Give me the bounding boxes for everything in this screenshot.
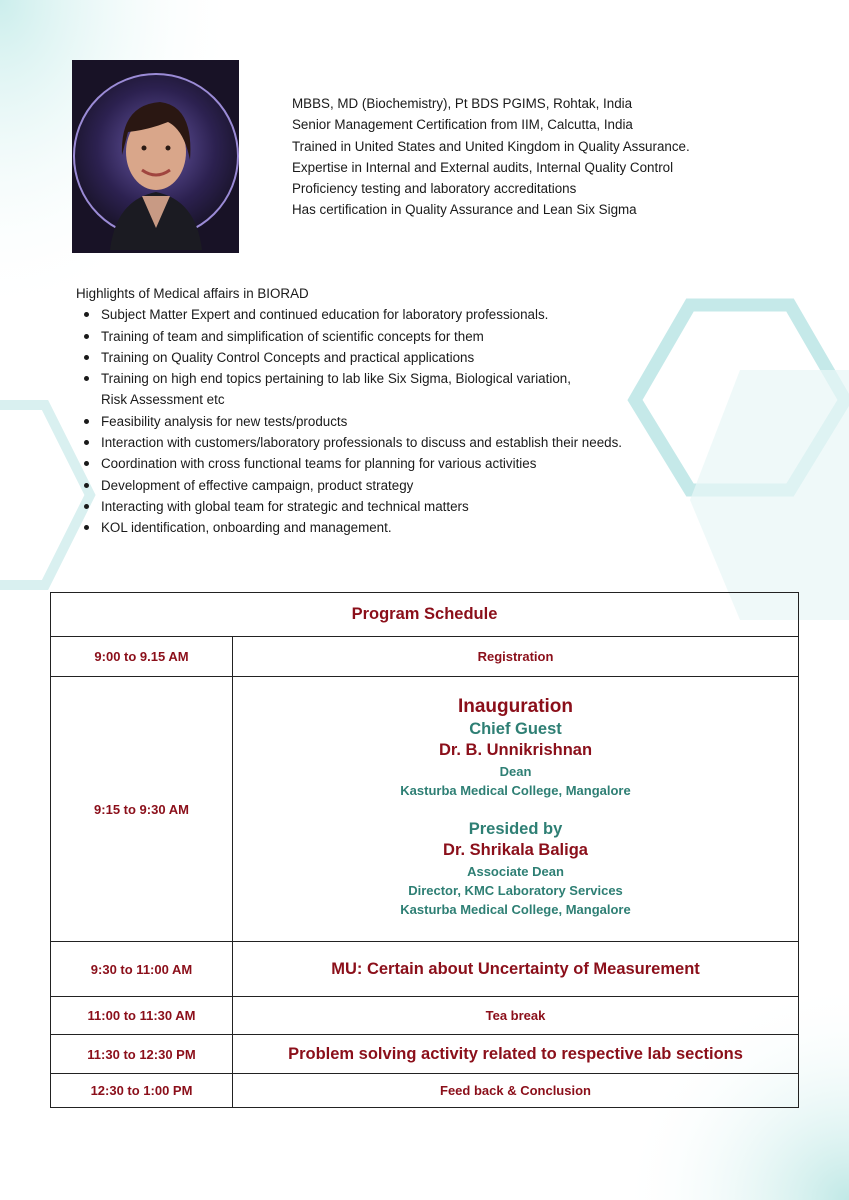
credential-line: Proficiency testing and laboratory accreditations [292, 181, 577, 197]
credential-line: Expertise in Internal and External audits, Internal Quality Control [292, 159, 674, 175]
time-cell: 9:00 to 9.15 AM [51, 637, 233, 677]
credential-line: Senior Management Certification from IIM, Calcutta, India [292, 117, 633, 133]
presided-by-org: Kasturba Medical College, Mangalore [400, 901, 631, 917]
list-item: Training on high end topics pertaining to lab like Six Sigma, Biological variation, [101, 368, 776, 389]
list-item: Coordination with cross functional teams for planning for various activities [101, 453, 776, 474]
list-item: Interacting with global team for strategic and technical matters [101, 496, 776, 517]
list-item: Development of effective campaign, product strategy [101, 475, 776, 496]
table-row [51, 942, 799, 997]
list-item: Training of team and simplification of scientific concepts for them [101, 326, 776, 347]
highlights-heading: Highlights of Medical affairs in BIORAD [76, 286, 309, 301]
credentials-list [292, 93, 812, 221]
presided-by-role: Associate Dean [467, 863, 564, 879]
speaker-photo [72, 60, 239, 253]
activity-cell: Tea break [233, 997, 799, 1035]
table-row [51, 1035, 799, 1074]
activity-cell: MU: Certain about Uncertainty of Measurement [233, 942, 799, 997]
schedule-title: Program Schedule [51, 593, 799, 637]
time-cell: 9:15 to 9:30 AM [51, 677, 233, 942]
time-cell: 9:30 to 11:00 AM [51, 942, 233, 997]
presided-by-role-2: Director, KMC Laboratory Services [408, 882, 623, 898]
chief-guest-org: Kasturba Medical College, Mangalore [400, 782, 631, 798]
presided-by-label: Presided by [468, 819, 563, 838]
list-item: Training on Quality Control Concepts and practical applications [101, 347, 776, 368]
list-item: Subject Matter Expert and continued education for laboratory professionals. [101, 304, 776, 325]
table-row [51, 997, 799, 1035]
list-item: Interaction with customers/laboratory professionals to discuss and establish their needs. [101, 432, 776, 453]
table-row [51, 677, 799, 942]
inauguration-cell [233, 677, 799, 942]
activity-cell: Problem solving activity related to respective lab sections [233, 1035, 799, 1074]
credential-line: MBBS, MD (Biochemistry), Pt BDS PGIMS, Rohtak, India [292, 96, 633, 111]
program-schedule-table [50, 592, 799, 1108]
time-cell: 12:30 to 1:00 PM [51, 1074, 233, 1108]
list-item: KOL identification, onboarding and management. [101, 517, 776, 538]
table-row [51, 1074, 799, 1108]
list-item-continuation: Risk Assessment etc [101, 392, 225, 408]
credential-line: Has certification in Quality Assurance and Lean Six Sigma [292, 202, 637, 218]
highlights-list [76, 304, 776, 538]
activity-cell: Feed back & Conclusion [233, 1074, 799, 1108]
inauguration-title: Inauguration [457, 695, 574, 717]
time-cell: 11:30 to 12:30 PM [51, 1035, 233, 1074]
table-header-row [51, 593, 799, 637]
highlights-section [76, 283, 776, 539]
chief-guest-label: Chief Guest [469, 719, 562, 738]
credential-line: Trained in United States and United Kingdom in Quality Assurance. [292, 138, 690, 154]
list-item: Feasibility analysis for new tests/products [101, 411, 776, 432]
presided-by-name: Dr. Shrikala Baliga [443, 841, 588, 859]
table-row [51, 637, 799, 677]
time-cell: 11:00 to 11:30 AM [51, 997, 233, 1035]
activity-cell: Registration [233, 637, 799, 677]
chief-guest-name: Dr. B. Unnikrishnan [438, 741, 593, 759]
chief-guest-role: Dean [499, 763, 532, 779]
